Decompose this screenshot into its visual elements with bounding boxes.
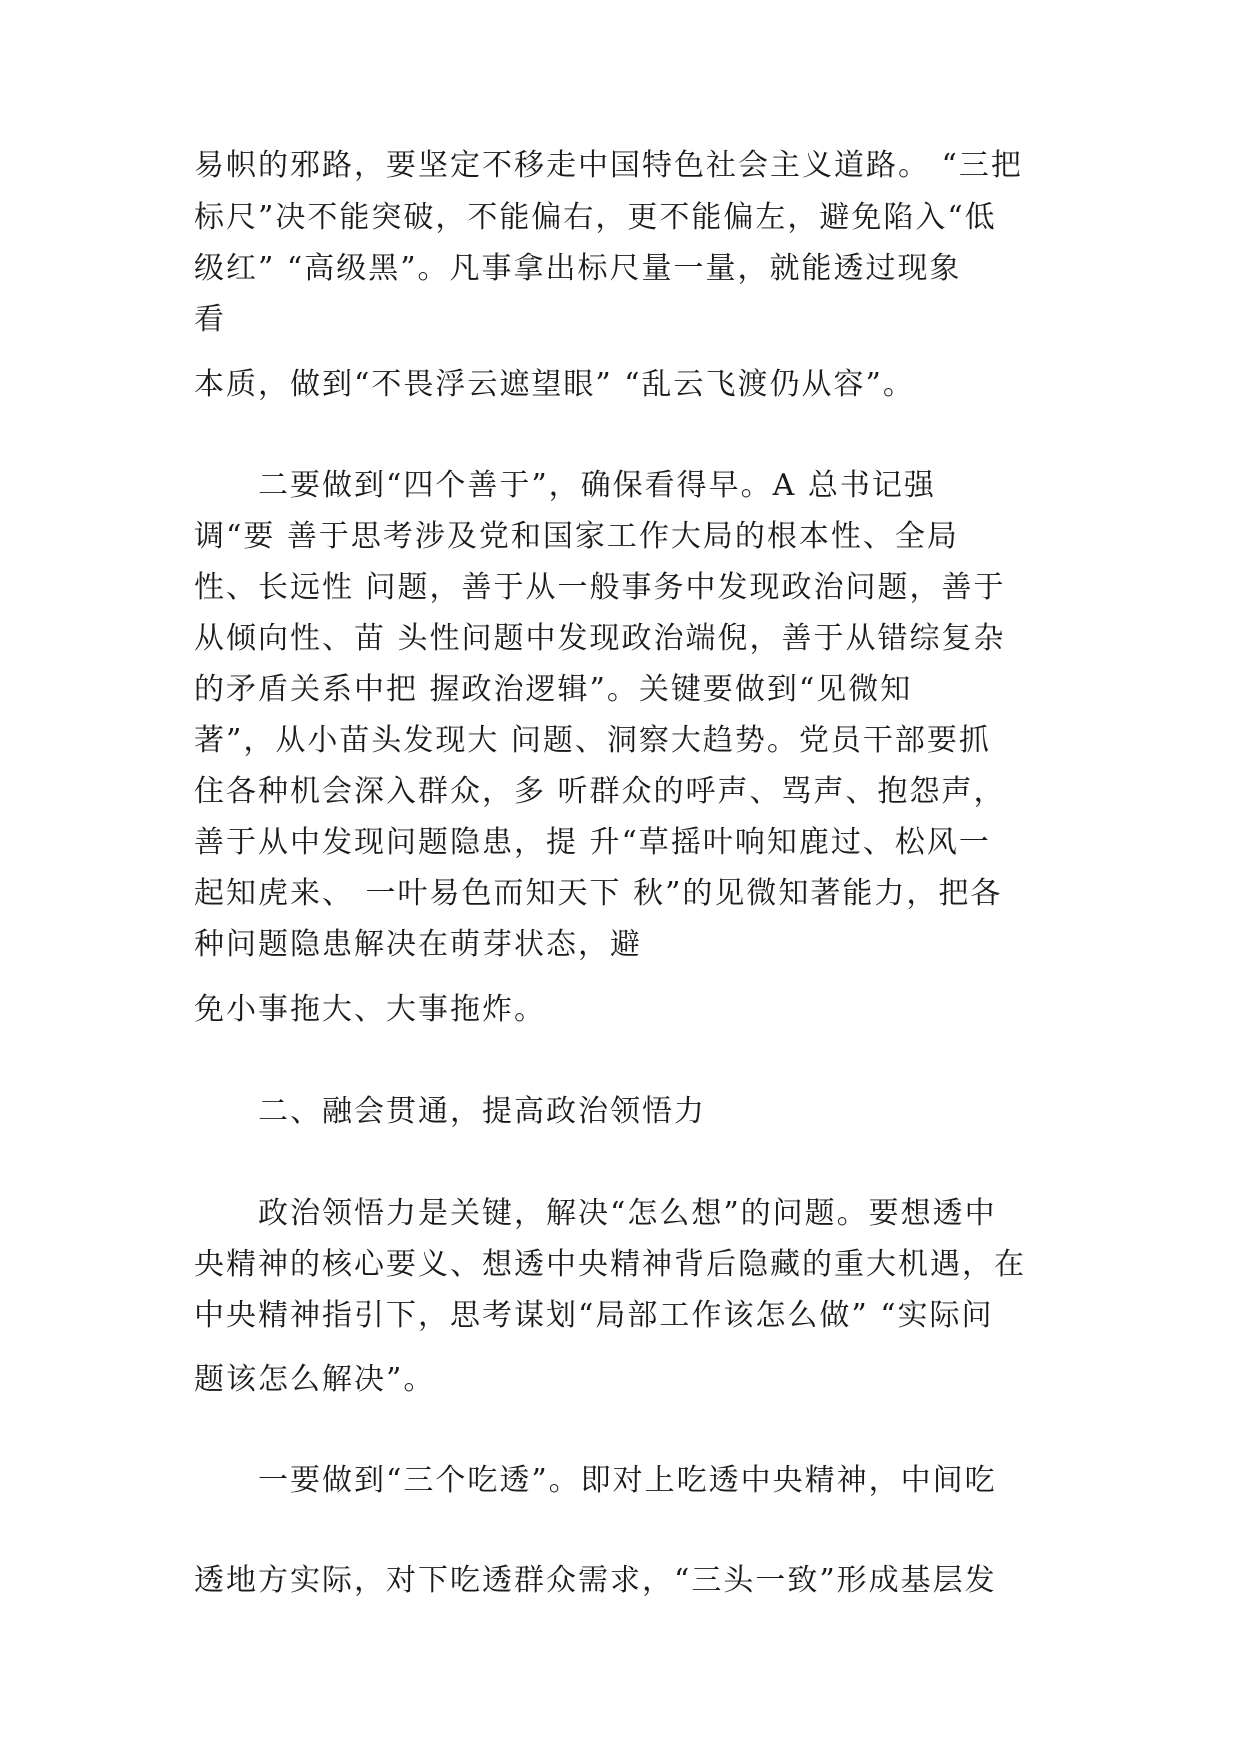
heading-line: 二、融会贯通，提高政治领悟力 bbox=[258, 1094, 706, 1129]
text-line: 政治领悟力是关键，解决“怎么想”的问题。要想透中 bbox=[258, 1196, 997, 1231]
text-line: 易帜的邪路，要坚定不移走中国特色社会主义道路。 “三把 bbox=[194, 148, 1023, 183]
text-line: 本质，做到“不畏浮云遮望眼” “乱云飞渡仍从容”。 bbox=[194, 367, 915, 402]
text-line: 从倾向性、苗 头性问题中发现政治端倪，善于从错综复杂 bbox=[194, 621, 1006, 656]
text-line: 的矛盾关系中把 握政治逻辑”。关键要做到“见微知 bbox=[194, 672, 913, 707]
text-line: 级红” “高级黑”。凡事拿出标尺量一量，就能透过现象 bbox=[194, 251, 962, 286]
text-line: 善于从中发现问题隐患，提 升“草摇叶响知鹿过、松风一 bbox=[194, 825, 991, 860]
text-line: 性、长远性 问题，善于从一般事务中发现政治问题，善于 bbox=[194, 570, 1006, 605]
text-line: 调“要 善于思考涉及党和国家工作大局的根本性、全局 bbox=[194, 519, 959, 554]
text-line: 著”，从小苗头发现大 问题、洞察大趋势。党员干部要抓 bbox=[194, 723, 991, 758]
text-line: 种问题隐患解决在萌芽状态，避 bbox=[194, 927, 642, 962]
text-line: 起知虎来、 一叶易色而知天下 秋”的见微知著能力，把各 bbox=[194, 876, 1003, 911]
text-line: 央精神的核心要义、想透中央精神背后隐藏的重大机遇，在 bbox=[194, 1247, 1026, 1282]
text-line: 一要做到“三个吃透”。即对上吃透中央精神，中间吃 bbox=[258, 1463, 997, 1498]
text-line: 二要做到“四个善于”，确保看得早。A 总书记强 bbox=[258, 468, 936, 503]
text-line: 中央精神指引下，思考谋划“局部工作该怎么做” “实际问 bbox=[194, 1298, 994, 1333]
text-line: 看 bbox=[194, 302, 226, 337]
text-line: 住各种机会深入群众，多 听群众的呼声、骂声、抱怨声， bbox=[194, 774, 1006, 809]
text-line: 免小事拖大、大事拖炸。 bbox=[194, 992, 546, 1027]
text-line: 透地方实际，对下吃透群众需求，“三头一致”形成基层发 bbox=[194, 1563, 997, 1598]
text-line: 题该怎么解决”。 bbox=[194, 1362, 436, 1397]
text-line: 标尺”决不能突破，不能偏右，更不能偏左，避免陷入“低 bbox=[194, 200, 997, 235]
